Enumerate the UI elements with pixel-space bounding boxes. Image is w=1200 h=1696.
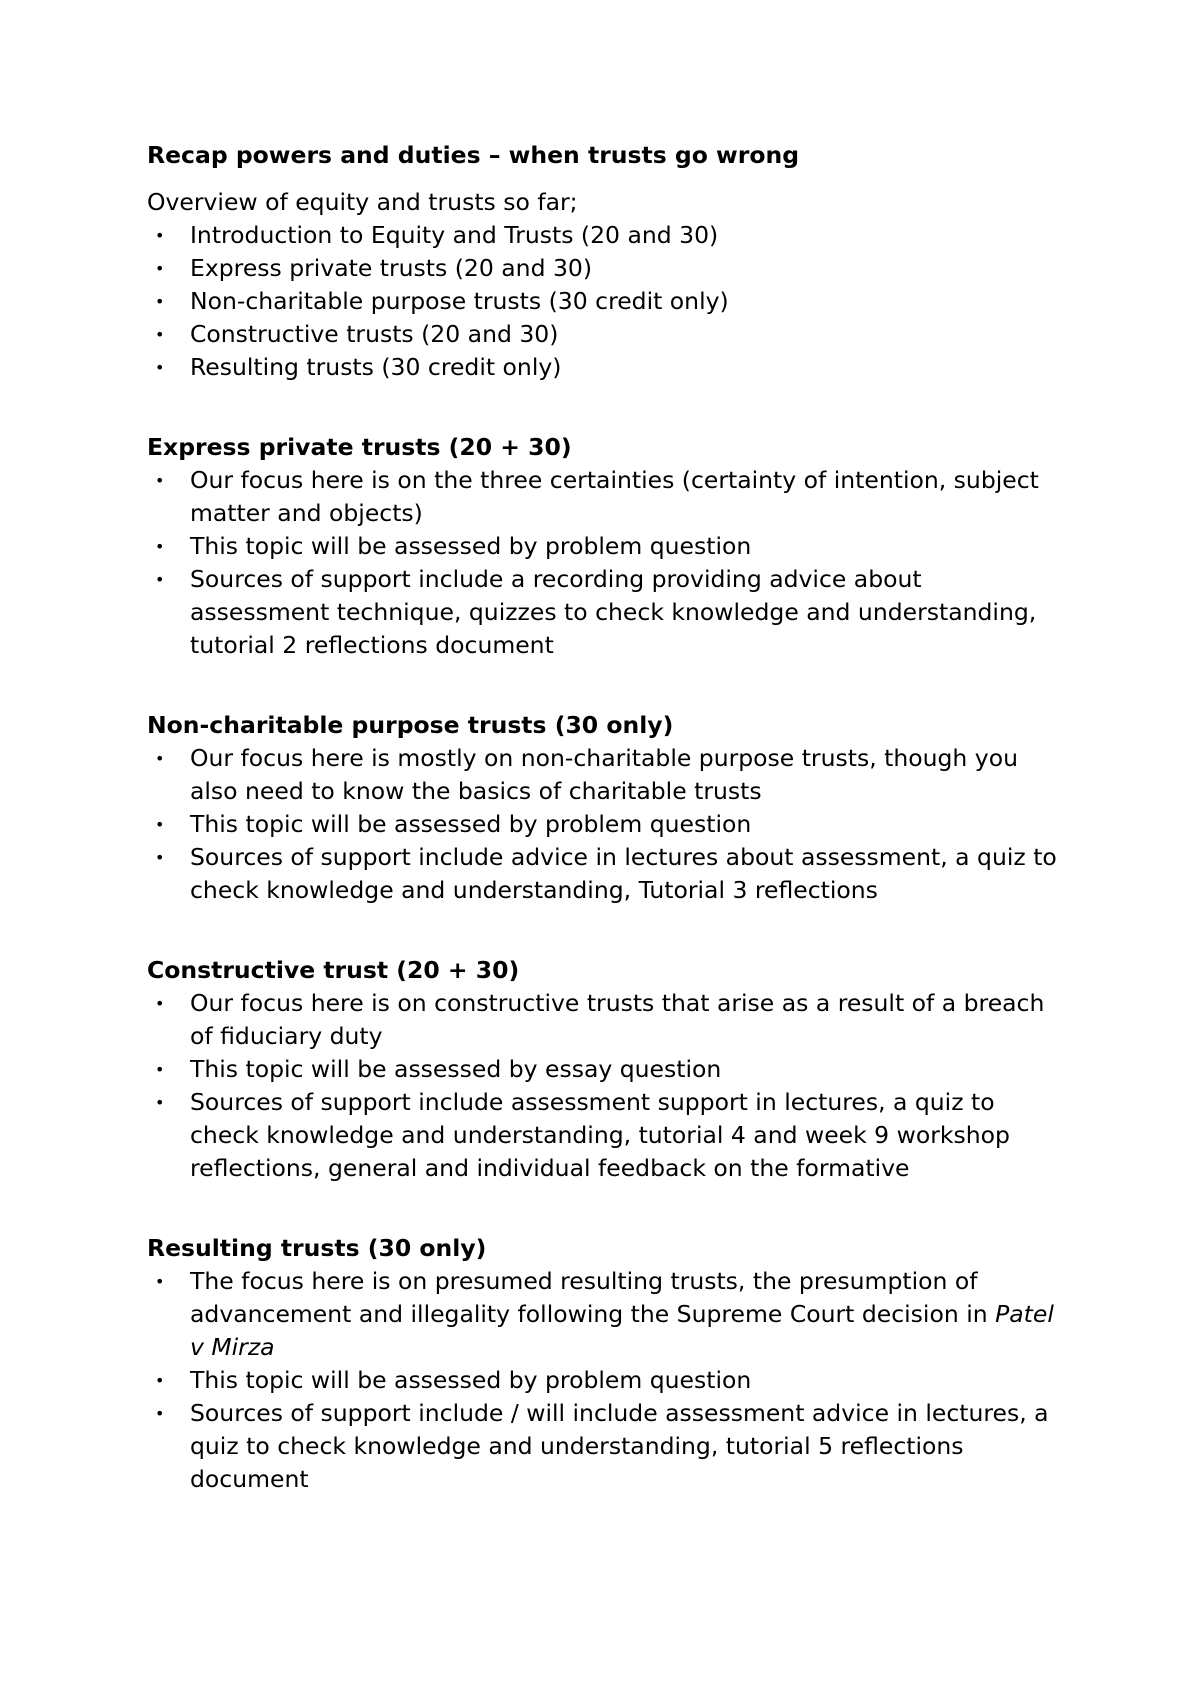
- list-item: • Sources of support include / will include assessment advice in lectures, a quiz to check knowledge and understanding, tutorial 5 reflections document: [155, 1399, 1049, 1493]
- express-trusts-section: [147, 431, 1067, 662]
- bullet-icon: •: [155, 537, 165, 556]
- section-list: [147, 987, 1067, 1185]
- bullet-icon: •: [155, 570, 165, 589]
- noncharitable-trusts-section: [147, 709, 1067, 907]
- bullet-icon: •: [155, 325, 165, 344]
- section-heading: Constructive trust (20 + 30): [147, 956, 520, 984]
- section-list: [147, 1265, 1067, 1496]
- list-item: • Sources of support include a recording providing advice about assessment technique, quizzes to check knowledge and understanding, tutorial 2 reflections document: [155, 565, 1037, 659]
- bullet-icon: •: [155, 1093, 165, 1112]
- bullet-icon: •: [155, 848, 165, 867]
- list-item: • Sources of support include advice in lectures about assessment, a quiz to check knowledge and understanding, Tutorial 3 reflections: [155, 843, 1057, 904]
- page-title: Recap powers and duties – when trusts go wrong: [147, 141, 800, 169]
- list-item: • This topic will be assessed by problem question: [147, 530, 1067, 563]
- bullet-icon: •: [155, 226, 165, 245]
- list-item: • Introduction to Equity and Trusts (20 and 30): [147, 219, 1067, 252]
- overview-list: [147, 219, 1067, 384]
- bullet-icon: •: [155, 1371, 165, 1390]
- list-item: • Express private trusts (20 and 30): [147, 252, 1067, 285]
- list-item: • This topic will be assessed by essay question: [147, 1053, 1067, 1086]
- bullet-icon: •: [155, 292, 165, 311]
- section-list: [147, 742, 1067, 907]
- section-heading: Express private trusts (20 + 30): [147, 433, 572, 461]
- bullet-icon: •: [155, 471, 165, 490]
- list-item: • Resulting trusts (30 credit only): [147, 351, 1067, 384]
- document-page: [147, 139, 1067, 1496]
- bullet-icon: •: [155, 994, 165, 1013]
- constructive-trust-section: [147, 954, 1067, 1185]
- item-text: The focus here is on presumed resulting trusts, the presumption of advancement and illegality following the Supreme Court decision in: [190, 1267, 988, 1328]
- overview-section: [147, 139, 1067, 384]
- list-item: • Our focus here is mostly on non-charitable purpose trusts, though you also need to know the basics of charitable trusts: [155, 744, 1018, 805]
- list-item: • Our focus here is on constructive trusts that arise as a result of a breach of fiduciary duty: [155, 989, 1045, 1050]
- list-item: • Constructive trusts (20 and 30): [147, 318, 1067, 351]
- bullet-icon: •: [155, 259, 165, 278]
- bullet-icon: •: [155, 815, 165, 834]
- list-item: [147, 1265, 1067, 1364]
- case-name: Patel v Mirza: [190, 1300, 1054, 1361]
- bullet-icon: •: [155, 1404, 165, 1423]
- list-item: • Non-charitable purpose trusts (30 credit only): [147, 285, 1067, 318]
- list-item: • This topic will be assessed by problem question: [147, 808, 1067, 841]
- section-list: [147, 464, 1067, 662]
- section-heading: Non-charitable purpose trusts (30 only): [147, 711, 674, 739]
- section-heading: Resulting trusts (30 only): [147, 1234, 487, 1262]
- bullet-icon: •: [155, 358, 165, 377]
- resulting-trusts-section: [147, 1232, 1067, 1496]
- bullet-icon: •: [155, 1272, 165, 1291]
- list-item: • Sources of support include assessment support in lectures, a quiz to check knowledge and understanding, tutorial 4 and week 9 workshop reflections, general and individual feedback on the formative: [155, 1088, 1010, 1182]
- bullet-icon: •: [155, 749, 165, 768]
- bullet-icon: •: [155, 1060, 165, 1079]
- list-item: • Our focus here is on the three certainties (certainty of intention, subject matter and objects): [155, 466, 1039, 527]
- overview-intro: Overview of equity and trusts so far;: [147, 188, 578, 216]
- list-item: • This topic will be assessed by problem question: [147, 1364, 1067, 1397]
